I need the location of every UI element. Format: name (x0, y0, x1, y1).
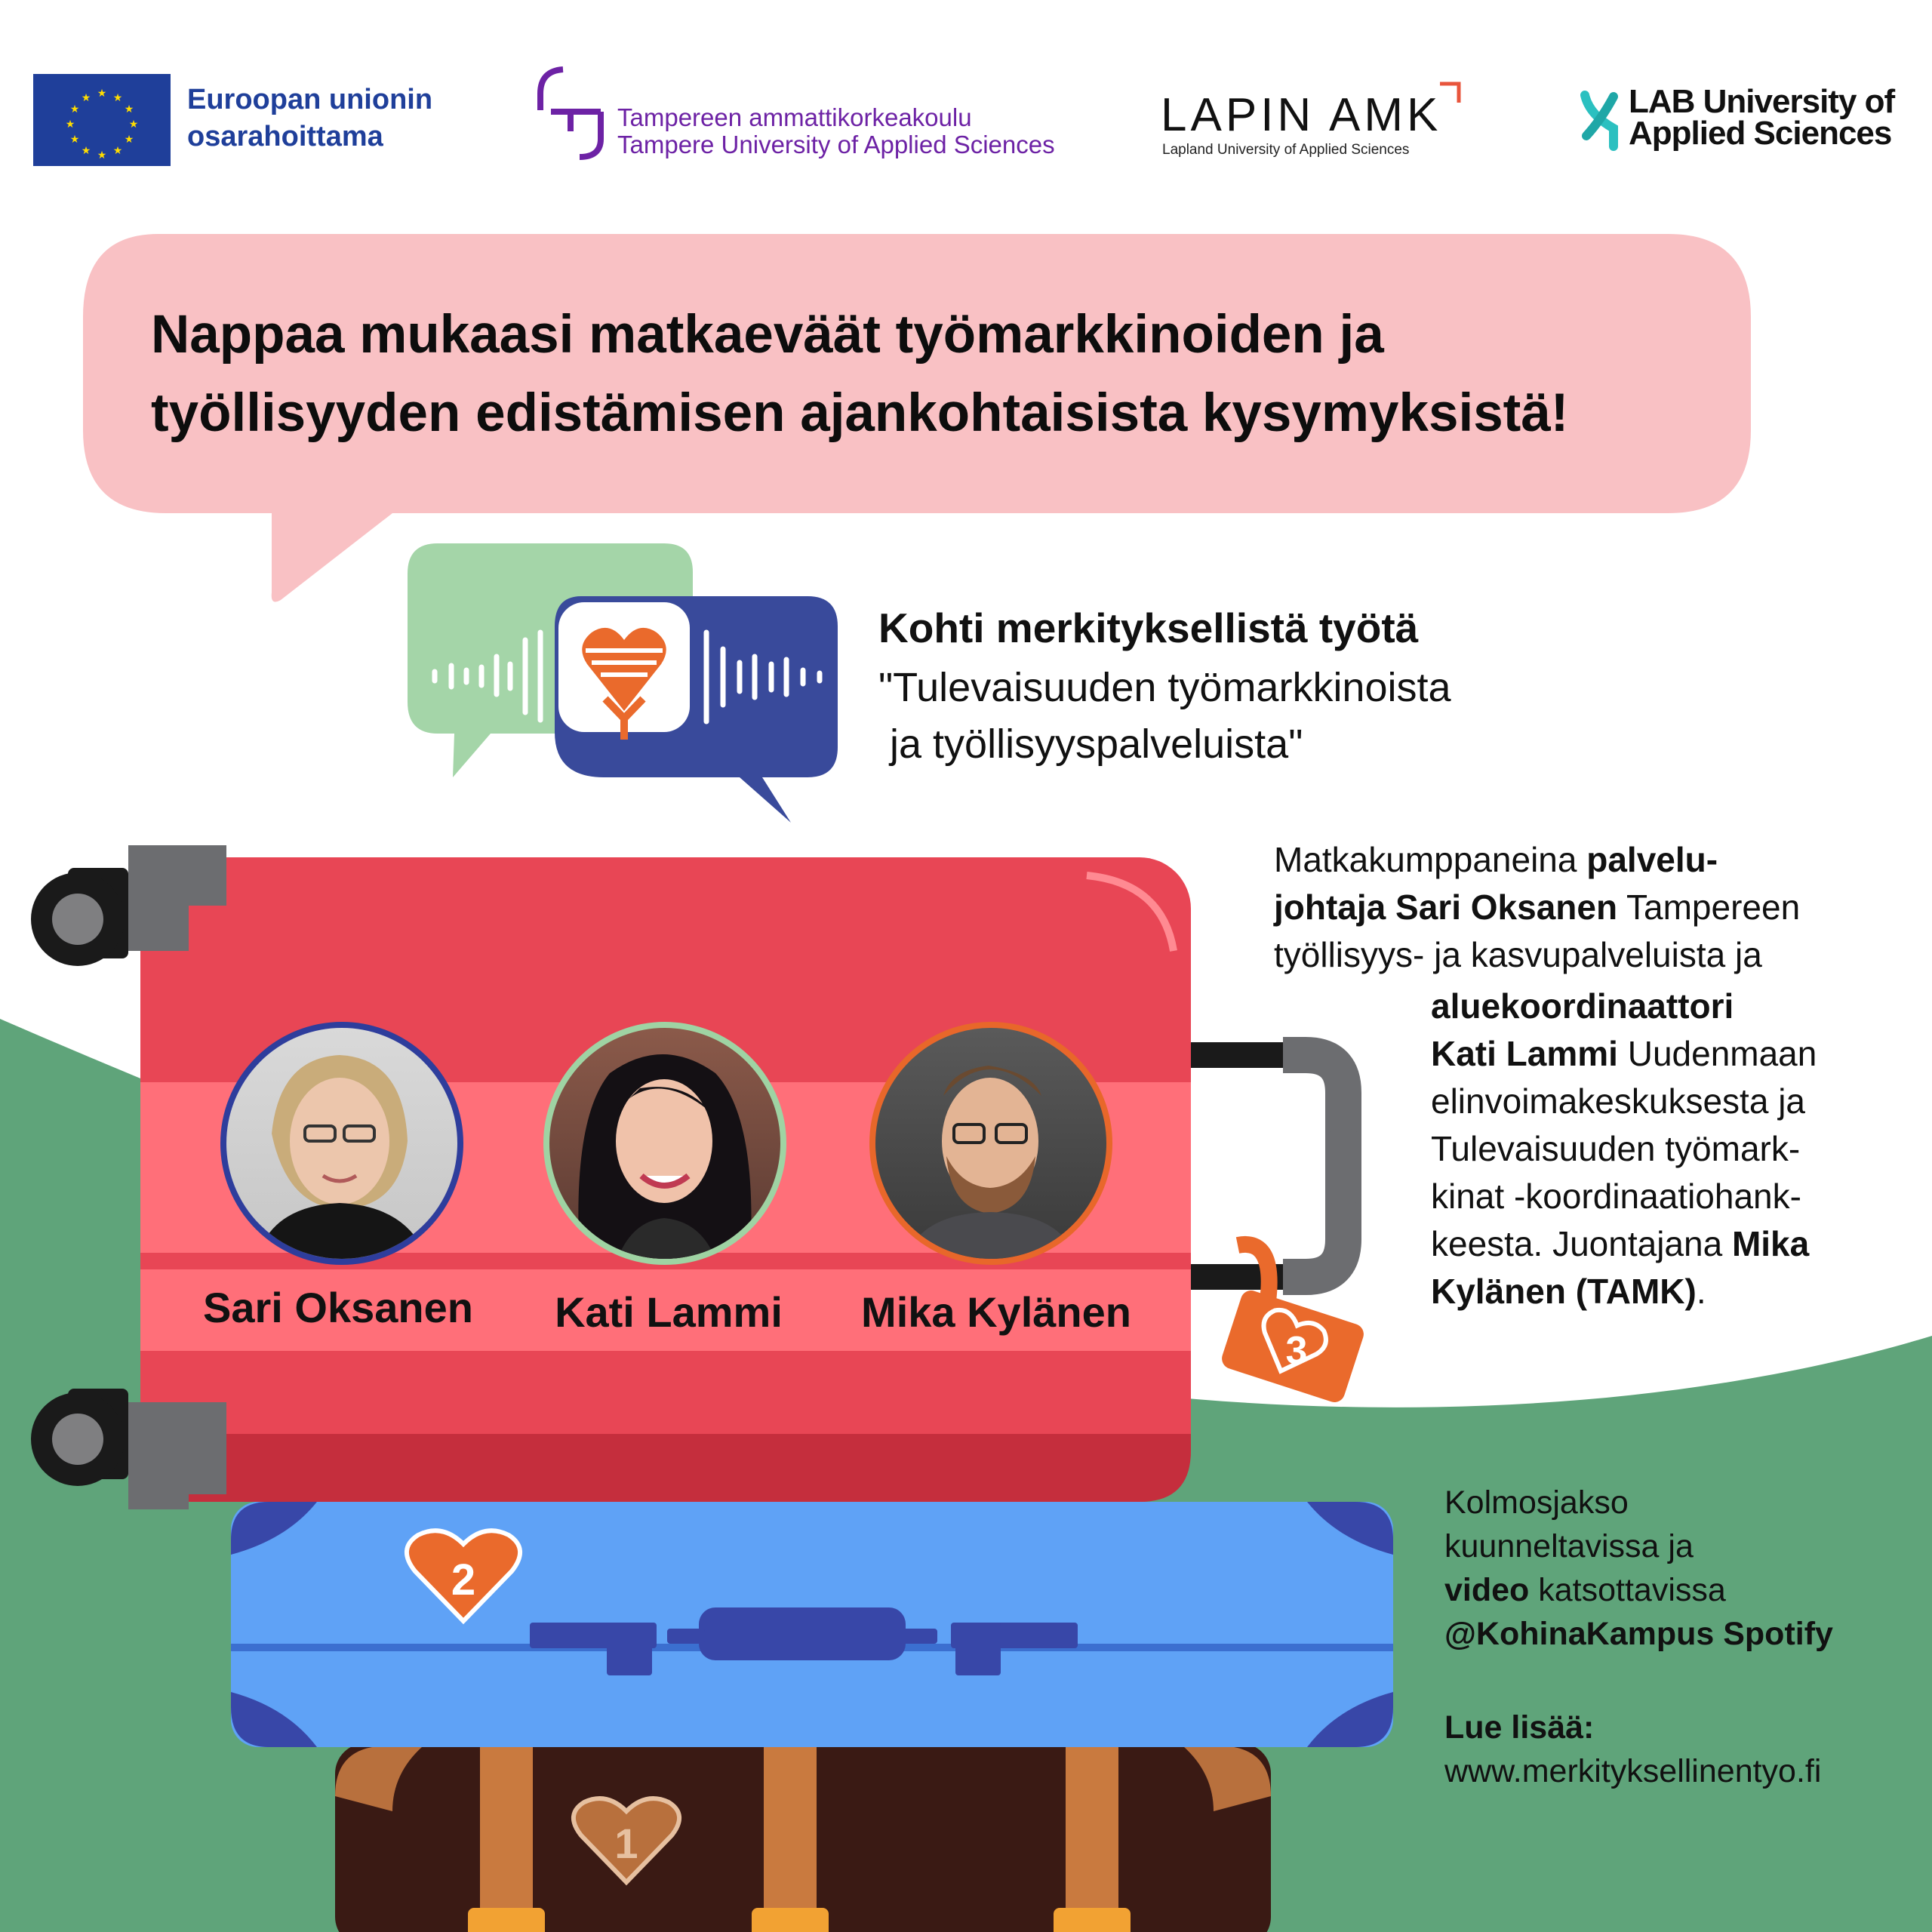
tamk-name (617, 104, 1055, 158)
svg-text:★: ★ (65, 118, 75, 131)
spotify-handle[interactable]: @KohinaKampus Spotify (1444, 1616, 1833, 1652)
suitcase-middle (231, 1502, 1393, 1747)
eu-flag-icon (33, 74, 171, 166)
podcast-logo-icon (408, 543, 844, 824)
desc-l8: kinat -koordinaatiohank- (1431, 1177, 1801, 1216)
desc-l5b: Uudenmaan (1617, 1034, 1817, 1073)
eu-label-line1: Euroopan unionin (187, 84, 433, 115)
listen-info (1444, 1481, 1833, 1656)
eu-funding-label (187, 82, 432, 155)
desc-l9b: Mika (1731, 1224, 1810, 1263)
svg-text:★: ★ (112, 92, 123, 104)
portrait-mika-kylanen (869, 1022, 1112, 1265)
cta-l2: kuunneltavissa ja (1444, 1528, 1694, 1564)
lapin-corner-mark-icon (1440, 82, 1461, 103)
tamk-name-fi: Tampereen ammattikorkeakoulu (617, 103, 972, 131)
desc-l6: elinvoimakeskuksesta ja (1431, 1081, 1806, 1121)
eu-label-line2: osarahoittama (187, 121, 383, 152)
desc-l3: työllisyys- ja kasvupalveluista ja (1274, 935, 1762, 974)
cta-l3b: katsottavissa (1529, 1572, 1726, 1608)
trunk-bottom (335, 1743, 1271, 1932)
desc-l1a: Matkakumppaneina (1274, 840, 1587, 879)
suitcase-stack (0, 838, 1404, 1932)
portrait-kati-lammi (543, 1022, 786, 1265)
website-link[interactable]: www.merkityksellinentyo.fi (1444, 1753, 1822, 1789)
tamk-logo-icon (533, 63, 616, 162)
guest-name-1: Sari Oksanen (203, 1284, 473, 1331)
desc-l10a: Kylänen (TAMK) (1431, 1272, 1697, 1311)
svg-text:★: ★ (81, 145, 91, 157)
tag-3-number: 3 (1285, 1329, 1308, 1373)
lapin-amk-subtitle: Lapland University of Applied Sciences (1162, 142, 1410, 158)
desc-l5a: Kati Lammi (1431, 1034, 1618, 1073)
podcast-subtitle-line2: ja työllisyyspalveluista" (878, 721, 1303, 767)
read-more (1444, 1706, 1821, 1793)
guest-name-3: Mika Kylänen (861, 1288, 1131, 1336)
desc-l4: aluekoordinaattori (1431, 986, 1734, 1026)
headline-line1: Nappaa mukaasi matkaeväät työmarkkinoiden ja (151, 305, 1384, 365)
lab-name-line2: Applied Sciences (1629, 115, 1892, 152)
headline-line2: työllisyyden edistämisen ajankohtaisista kysymyksistä! (151, 383, 1569, 443)
desc-l1b: palvelu- (1586, 840, 1718, 879)
svg-text:★: ★ (128, 118, 139, 131)
lab-name-line1: LAB University of (1629, 83, 1895, 120)
svg-text:★: ★ (69, 134, 80, 146)
cta-l1: Kolmosjakso (1444, 1484, 1629, 1521)
svg-text:★: ★ (69, 103, 80, 115)
person-avatar-icon (875, 1028, 1106, 1259)
svg-text:★: ★ (97, 88, 107, 100)
portrait-sari-oksanen (220, 1022, 463, 1265)
svg-text:★: ★ (112, 145, 123, 157)
cta-l3a: video (1444, 1572, 1530, 1608)
headline (151, 296, 1706, 453)
lab-name (1629, 83, 1895, 152)
svg-text:★: ★ (81, 92, 91, 104)
tamk-name-en: Tampere University of Applied Sciences (617, 131, 1055, 158)
person-avatar-icon (226, 1028, 457, 1259)
desc-l2a: johtaja Sari Oksanen (1274, 888, 1618, 927)
podcast-subtitle-line1: "Tulevaisuuden työmarkkinoista (878, 665, 1451, 710)
description-bottom (1431, 983, 1817, 1315)
person-avatar-icon (549, 1028, 780, 1259)
desc-l10b: . (1696, 1272, 1706, 1311)
podcast-title: Kohti merkityksellistä työtä (878, 605, 1419, 651)
podcast-subtitle (878, 660, 1451, 773)
svg-text:★: ★ (124, 134, 134, 146)
guest-name-2: Kati Lammi (555, 1288, 783, 1336)
lapin-amk-logo-text: LAPIN AMK (1161, 89, 1442, 141)
desc-l7: Tulevaisuuden työmark- (1431, 1129, 1801, 1168)
lab-logo-icon (1579, 89, 1620, 151)
tag-1-number: 1 (614, 1820, 638, 1867)
desc-l2b: Tampereen (1617, 888, 1801, 927)
read-more-label: Lue lisää: (1444, 1709, 1595, 1746)
desc-l9a: keesta. Juontajana (1431, 1224, 1732, 1263)
svg-text:★: ★ (124, 103, 134, 115)
tag-2-number: 2 (451, 1555, 476, 1604)
svg-text:★: ★ (97, 149, 107, 162)
